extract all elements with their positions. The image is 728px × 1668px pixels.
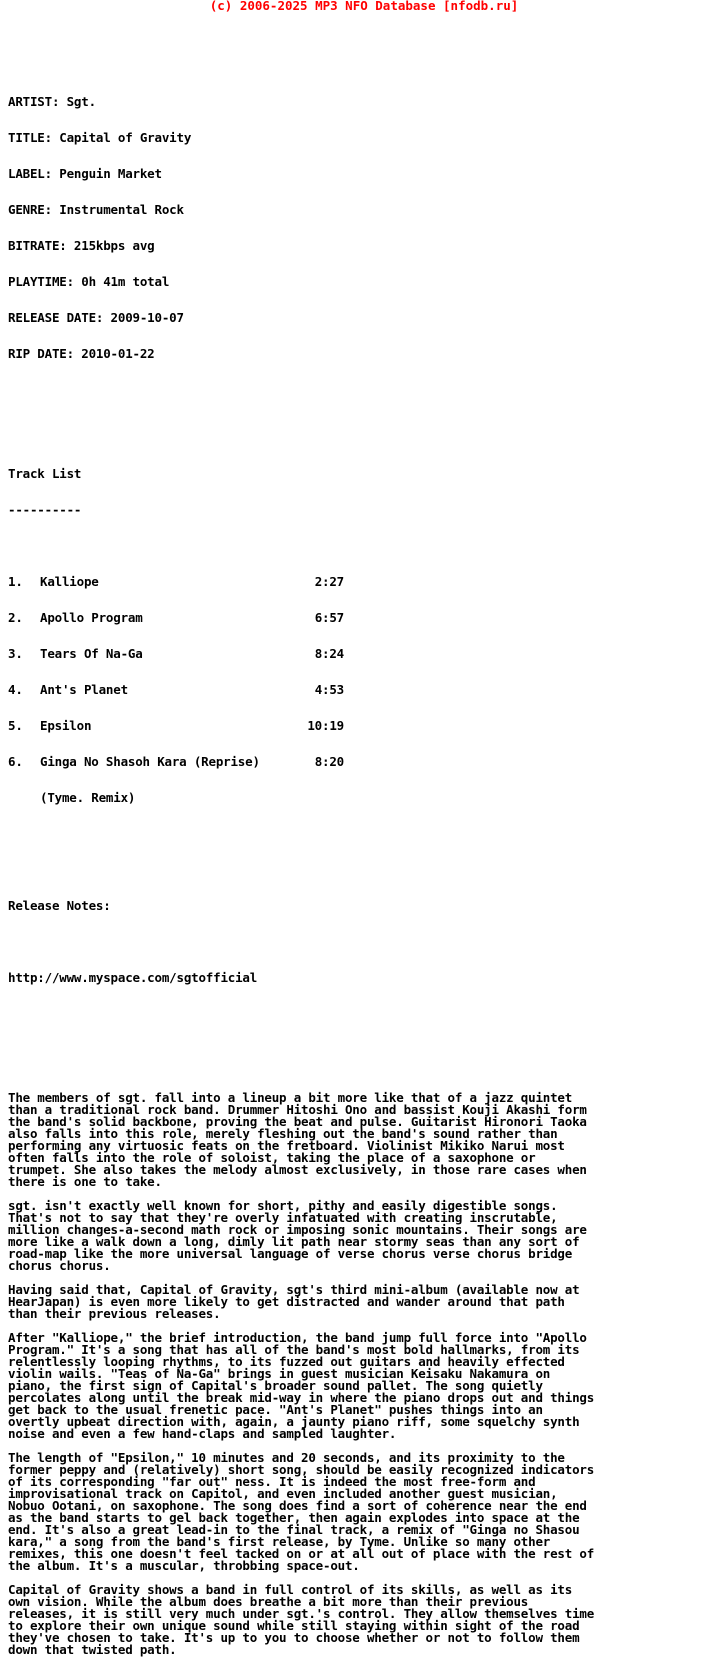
track-number: 3. — [8, 646, 23, 661]
bitrate-line: BITRATE: 215kbps avg — [8, 238, 155, 253]
review-line: as the band starts to gel back together, then again explodes into space at the — [8, 1510, 580, 1525]
track-row — [8, 576, 720, 588]
release-info — [8, 72, 720, 384]
track-title: Kalliope — [40, 574, 99, 589]
review-line: Program." It's a song that has all of the band's most bold hallmarks, from its — [8, 1342, 580, 1357]
review-paragraph — [8, 1452, 720, 1572]
nfo-document — [8, 0, 720, 1668]
review-line: road-map like the more universal language of verse chorus verse chorus bridge — [8, 1246, 573, 1261]
artist-line: ARTIST: Sgt. — [8, 94, 96, 109]
review-line: than a traditional rock band. Drummer Hitoshi Ono and bassist Kouji Akashi form — [8, 1102, 587, 1117]
track-number: 1. — [8, 574, 23, 589]
review-line: percolates along until the break mid-way in where the piano drops out and things — [8, 1390, 595, 1405]
review-paragraph — [8, 1284, 720, 1320]
nfodb-header: (c) 2006-2025 MP3 NFO Database [nfodb.ru] — [209, 0, 519, 13]
spacer — [8, 1008, 720, 1020]
review-line: After "Kalliope," the brief introduction, the band jump full force into "Apollo — [8, 1330, 587, 1345]
myspace-url: http://www.myspace.com/sgtofficial — [8, 970, 258, 985]
review-line: Having said that, Capital of Gravity, sgt's third mini-album (available now at — [8, 1282, 580, 1297]
review-line: of its corresponding "far out" ness. It is indeed the most free-form and — [8, 1474, 536, 1489]
review-line: That's not to say that they're overly infatuated with creating inscrutable, — [8, 1210, 558, 1225]
track-title: Tears Of Na-Ga — [40, 646, 143, 661]
review-line: also falls into this role, merely fleshing out the band's sound rather than — [8, 1126, 558, 1141]
review-line: piano, the first sign of Capital's broader sound pallet. The song quietly — [8, 1378, 543, 1393]
review-line: more like a walk down a long, dimly lit path near stormy seas than any sort of — [8, 1234, 580, 1249]
review-line: The length of "Epsilon," 10 minutes and 20 seconds, and its proximity to the — [8, 1450, 565, 1465]
track-time: 4:53 — [314, 682, 344, 697]
review-line: end. It's also a great lead-in to the final track, a remix of "Ginga no Shasou — [8, 1522, 580, 1537]
track-time: 2:27 — [314, 574, 344, 589]
spacer — [8, 1188, 720, 1200]
review-line: performing any virtuosic feats on the fretboard. Violinist Mikiko Narui most — [8, 1138, 565, 1153]
release-notes-body — [8, 1092, 720, 1656]
track-title: Ant's Planet — [40, 682, 128, 697]
spacer — [8, 936, 720, 948]
review-line: violin wails. "Teas of Na-Ga" brings in guest musician Keisaku Nakamura on — [8, 1366, 551, 1381]
genre-line: GENRE: Instrumental Rock — [8, 202, 184, 217]
track-title: Epsilon — [40, 718, 92, 733]
review-line: improvisational track on Capitol, and even included another guest musician, — [8, 1486, 558, 1501]
review-line: former peppy and (relatively) short song, should be easily recognized indicators — [8, 1462, 595, 1477]
review-line: releases, it is still very much under sgt.'s control. They allow themselves time — [8, 1606, 595, 1621]
review-line: get back to the usual frenetic pace. "Ant's Planet" pushes things into an — [8, 1402, 543, 1417]
track-number: 6. — [8, 754, 23, 769]
review-line: Nobuo Ootani, on saxophone. The song does find a sort of coherence near the end — [8, 1498, 587, 1513]
review-line: Capital of Gravity shows a band in full control of its skills, as well as its — [8, 1582, 573, 1597]
release-notes-heading: Release Notes: — [8, 898, 111, 913]
track-number: 4. — [8, 682, 23, 697]
review-line: the album. It's a muscular, throbbing space-out. — [8, 1558, 360, 1573]
review-line: kara," a song from the band's first release, by Tyme. Unlike so many other — [8, 1534, 551, 1549]
track-time: 8:24 — [314, 646, 344, 661]
review-line: often falls into the role of soloist, taking the place of a saxophone or — [8, 1150, 536, 1165]
spacer — [8, 864, 720, 876]
track-row — [8, 684, 720, 696]
review-paragraph — [8, 1092, 720, 1188]
tracklist-heading: Track List — [8, 466, 82, 481]
review-paragraph — [8, 1332, 720, 1440]
spacer — [8, 1572, 720, 1584]
spacer — [8, 24, 720, 36]
label-line: LABEL: Penguin Market — [8, 166, 162, 181]
review-paragraph — [8, 1584, 720, 1656]
review-line: sgt. isn't exactly well known for short, pithy and easily digestible songs. — [8, 1198, 558, 1213]
track-time: 8:20 — [314, 754, 344, 769]
review-line: noise and even a few hand-claps and sampled laughter. — [8, 1426, 397, 1441]
review-paragraph — [8, 1200, 720, 1272]
title-line: TITLE: Capital of Gravity — [8, 130, 192, 145]
spacer — [8, 1440, 720, 1452]
review-line: to explore their own unique sound while still staying within sight of the road — [8, 1618, 580, 1633]
track-row — [8, 612, 720, 624]
track-title: Ginga No Shasoh Kara (Reprise) — [40, 754, 260, 769]
review-line: overtly upbeat direction with, again, a jaunty piano riff, some squelchy synth — [8, 1414, 580, 1429]
playtime-line: PLAYTIME: 0h 41m total — [8, 274, 170, 289]
review-line: chorus chorus. — [8, 1258, 111, 1273]
track-title-continuation: (Tyme. Remix) — [40, 790, 136, 805]
track-row — [8, 756, 720, 768]
spacer — [8, 1320, 720, 1332]
rip-date-line: RIP DATE: 2010-01-22 — [8, 346, 155, 361]
track-time: 10:19 — [307, 718, 344, 733]
track-title: Apollo Program — [40, 610, 143, 625]
tracklist-rule: ---------- — [8, 502, 82, 517]
spacer — [8, 420, 720, 432]
review-line: they've chosen to take. It's up to you to choose whether or not to follow them — [8, 1630, 580, 1645]
track-number: 2. — [8, 610, 23, 625]
review-line: there is one to take. — [8, 1174, 162, 1189]
review-line: than their previous releases. — [8, 1306, 221, 1321]
track-time: 6:57 — [314, 610, 344, 625]
spacer — [8, 1272, 720, 1284]
track-row-continuation — [8, 792, 720, 804]
release-date-line: RELEASE DATE: 2009-10-07 — [8, 310, 184, 325]
track-row — [8, 648, 720, 660]
review-line: relentlessly looping rhythms, to its fuzzed out guitars and heavily effected — [8, 1354, 565, 1369]
review-line: own vision. While the album does breathe a bit more than their previous — [8, 1594, 529, 1609]
track-list — [8, 552, 720, 828]
review-line: The members of sgt. fall into a lineup a bit more like that of a jazz quintet — [8, 1090, 573, 1105]
review-line: the band's solid backbone, proving the beat and pulse. Guitarist Hironori Taoka — [8, 1114, 587, 1129]
track-number: 5. — [8, 718, 23, 733]
review-line: million changes-a-second math rock or imposing sonic mountains. Their songs are — [8, 1222, 587, 1237]
review-line: trumpet. She also takes the melody almost exclusively, in those rare cases when — [8, 1162, 587, 1177]
review-line: HearJapan) is even more likely to get distracted and wander around that path — [8, 1294, 565, 1309]
review-line: down that twisted path. — [8, 1642, 177, 1657]
spacer — [8, 1044, 720, 1056]
track-row — [8, 720, 720, 732]
review-line: remixes, this one doesn't feel tacked on or at all out of place with the rest of — [8, 1546, 595, 1561]
